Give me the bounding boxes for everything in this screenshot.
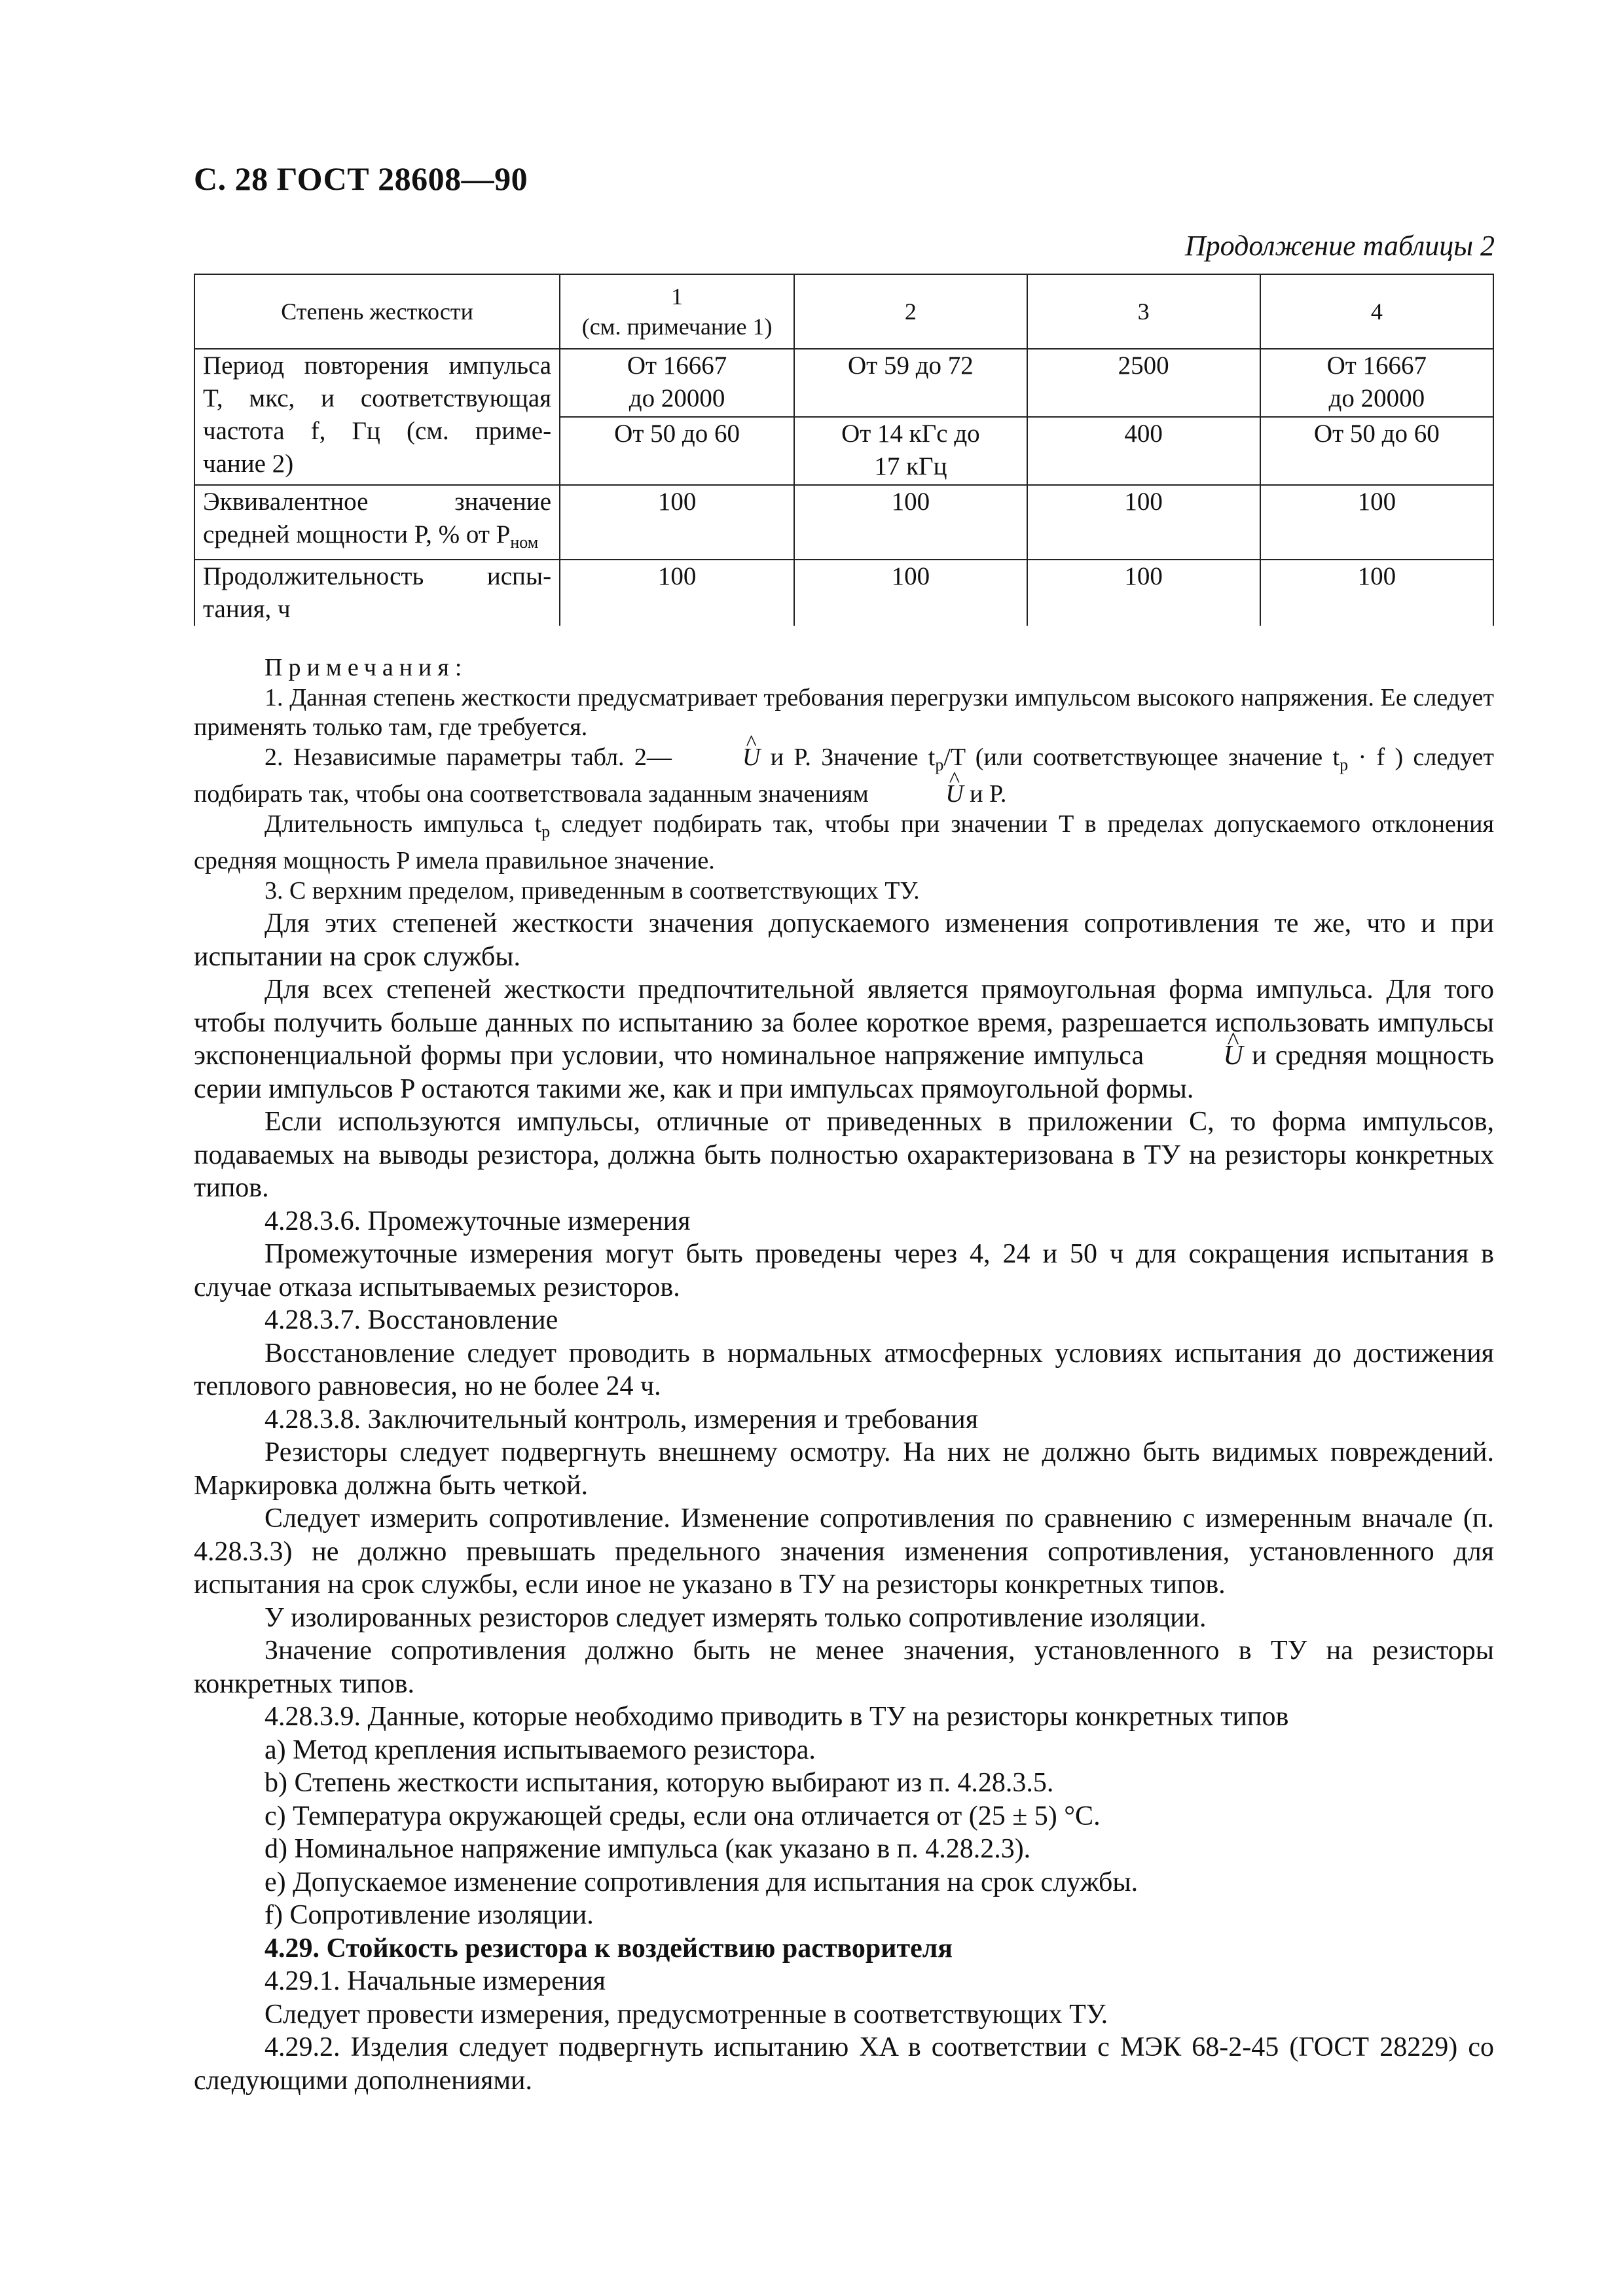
paragraph: Восстановление следует проводить в нормальных атмосферных условиях испытания до достижения теплового равновесия, но не более 24 ч. xyxy=(194,1338,1494,1401)
table-cell: 100 xyxy=(1027,560,1260,626)
table-cell: 2500 xyxy=(1027,349,1260,417)
header-level-1: 1 (см. примечание 1) xyxy=(560,274,794,349)
note-2: 2. Независимые параметры табл. 2—^ U и P. Значение $t_p/T$ (или соответствующее значение $t_p \cdot f$ ) следует подбирать так, чтобы она соответствовала заданным значениям ^ U и P. xyxy=(194,743,1494,810)
paragraph: Значение сопротивления должно быть не менее значения, установленного в ТУ на резисторы конкретных типов. xyxy=(194,1636,1494,1699)
section-heading: 4.28.3.7. Восстановление xyxy=(264,1305,558,1335)
section-title: 4.29. Стойкость резистора к воздействию растворителя xyxy=(264,1933,953,1964)
note-2-cont: Длительность импульса $t_p$ следует подбирать так, чтобы при значении T в пределах допускаемого отклонения средняя мощность P имела правильное значение. xyxy=(194,810,1494,874)
paragraph: Если используются импульсы, отличные от приведенных в приложении С, то форма импульсов, подаваемых на выводы резистора, должна быть полностью охарактеризована в ТУ на резисторы конкретных типов. xyxy=(194,1107,1494,1203)
table-row-period-a xyxy=(194,349,1493,417)
header-level-3: 3 xyxy=(1027,274,1260,349)
table-cell: От 16667 до 20000 xyxy=(560,349,794,417)
table-cell: 100 xyxy=(560,485,794,560)
table-cell: 400 xyxy=(1027,417,1260,485)
header-severity: Степень жесткости xyxy=(194,274,560,349)
table-cell: От 59 до 72 xyxy=(794,349,1027,417)
table-row-power xyxy=(194,485,1493,560)
note-3: 3. С верхним пределом, приведенным в соответствующих ТУ. xyxy=(264,876,920,905)
paragraph: Для этих степеней жесткости значения допускаемого изменения сопротивления те же, что и при испытании на срок службы. xyxy=(194,908,1494,972)
header-level-4: 4 xyxy=(1260,274,1493,349)
severity-table xyxy=(194,274,1494,626)
paragraph: У изолированных резисторов следует измерять только сопротивление изоляции. xyxy=(264,1602,1207,1633)
main-text xyxy=(194,907,1494,2097)
notes-title: Примечания: xyxy=(264,654,468,681)
list-item: c) Температура окружающей среды, если она отличается от (25 ± 5) °С. xyxy=(264,1801,1101,1831)
note-1: 1. Данная степень жесткости предусматривает требования перегрузки импульсом высокого напряжения. Ее следует применять только там, где требуется. xyxy=(194,683,1494,741)
list-item: b) Степень жесткости испытания, которую выбирают из п. 4.28.3.5. xyxy=(264,1768,1054,1798)
section-heading: 4.28.3.8. Заключительный контроль, измерения и требования xyxy=(264,1404,979,1435)
section-heading: 4.28.3.6. Промежуточные измерения xyxy=(264,1206,691,1236)
header-level-2: 2 xyxy=(794,274,1027,349)
table-cell: 100 xyxy=(1260,560,1493,626)
paragraph: Следует измерить сопротивление. Изменение сопротивления по сравнению с измеренным вначале (п. 4.28.3.3) не должно превышать предельного значения изменения сопротивления, установленного для испытания на срок службы, если иное не указано в ТУ на резисторы конкретных типов. xyxy=(194,1503,1494,1600)
table-cell: 100 xyxy=(794,485,1027,560)
table-cell: От 50 до 60 xyxy=(560,417,794,485)
paragraph: Резисторы следует подвергнуть внешнему осмотру. На них не должно быть видимых повреждений. Маркировка должна быть четкой. xyxy=(194,1437,1494,1501)
paragraph: Следует провести измерения, предусмотренные в соответствующих ТУ. xyxy=(264,1999,1108,2030)
param-period: Период повторения импульса T, мкс, и соответствующая частота f, Гц (см. приме- чание 2) xyxy=(194,349,560,485)
table-notes xyxy=(194,653,1494,906)
table-row-duration xyxy=(194,560,1493,626)
paragraph: Для всех степеней жесткости предпочтительной является прямоугольная форма импульса. Для того чтобы получить больше данных по испытанию за более короткое время, разрешается использовать импульсы экспоненциальной формы при условии, что номинальное напряжение импульса ^ U и средняя мощность серии импульсов P остаются такими же, как и при импульсах прямоугольной формы. xyxy=(194,973,1494,1105)
list-item: a) Метод крепления испытываемого резистора. xyxy=(264,1734,816,1765)
table-cell: От 50 до 60 xyxy=(1260,417,1493,485)
table-continuation-label: Продолжение таблицы 2 xyxy=(1184,230,1495,262)
section-heading: 4.29.1. Начальные измерения xyxy=(264,1966,606,1996)
table-cell: 100 xyxy=(1027,485,1260,560)
table-cell: От 16667 до 20000 xyxy=(1260,349,1493,417)
table-header-row xyxy=(194,274,1493,349)
table-cell: 100 xyxy=(1260,485,1493,560)
paragraph: Промежуточные измерения могут быть проведены через 4, 24 и 50 ч для сокращения испытания в случае отказа испытываемых резисторов. xyxy=(194,1239,1494,1302)
list-item: d) Номинальное напряжение импульса (как указано в п. 4.28.2.3). xyxy=(264,1834,1031,1864)
page-header: С. 28 ГОСТ 28608—90 xyxy=(194,160,528,197)
table-cell: От 14 кГс до 17 кГц xyxy=(794,417,1027,485)
param-duration: Продолжительность испы- тания, ч xyxy=(194,560,560,626)
list-item: e) Допускаемое изменение сопротивления для испытания на срок службы. xyxy=(264,1867,1139,1897)
param-power: Эквивалентное значение средней мощности P, % от $P_{ном}$ xyxy=(194,485,560,560)
list-item: f) Сопротивление изоляции. xyxy=(264,1900,594,1930)
paragraph: 4.29.2. Изделия следует подвергнуть испытанию XA в соответствии с МЭК 68-2-45 (ГОСТ 28229) со следующими дополнениями. xyxy=(194,2032,1494,2096)
table-cell: 100 xyxy=(794,560,1027,626)
section-heading: 4.28.3.9. Данные, которые необходимо приводить в ТУ на резисторы конкретных типов xyxy=(264,1702,1289,1732)
table-cell: 100 xyxy=(560,560,794,626)
